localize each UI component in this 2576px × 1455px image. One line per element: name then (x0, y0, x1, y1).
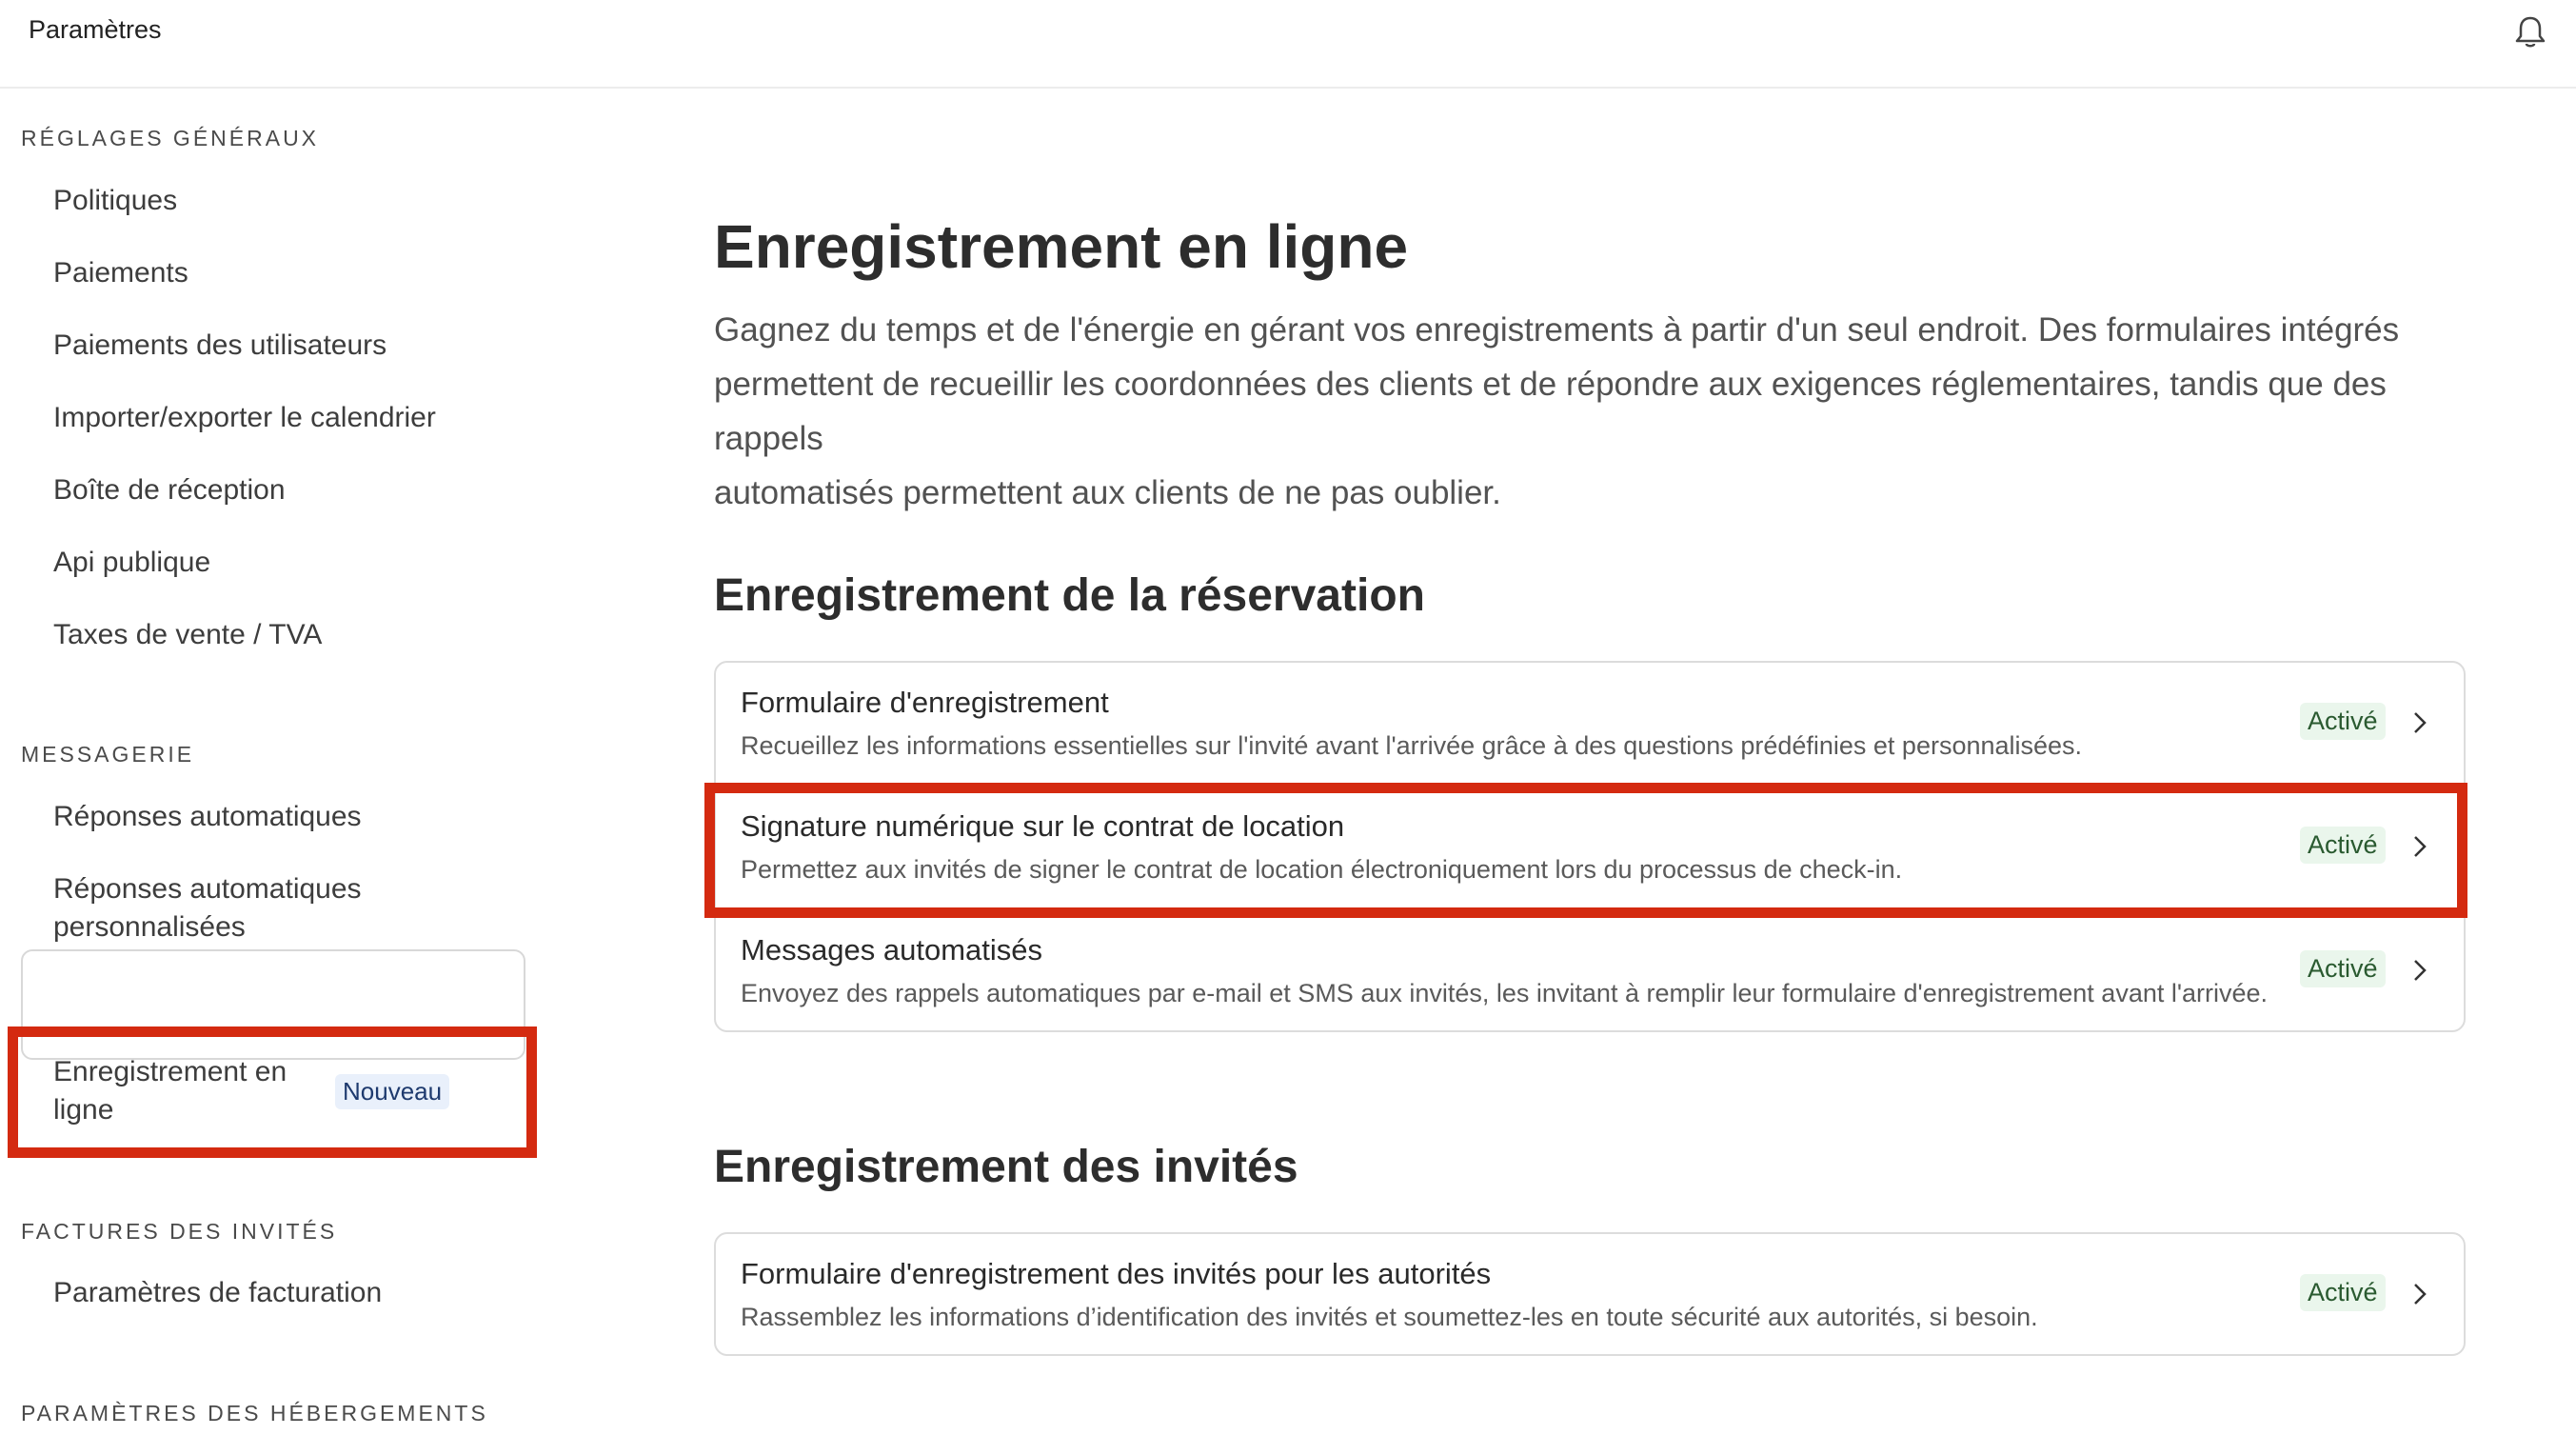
sidebar-item-label-line1: Réponses automatiques (53, 873, 362, 905)
section-heading-reservation: Enregistrement de la réservation (714, 570, 1425, 621)
bell-icon[interactable] (2513, 13, 2547, 50)
setting-title: Messages automatisés (741, 933, 1043, 967)
description-line: permettent de recueillir les coordonnées des clients et de répondre aux exigences réglementaires, tandis que des rappels (714, 366, 2387, 457)
status-badge: Activé (2300, 950, 2386, 987)
sidebar-item-label-line2: ligne (53, 1094, 114, 1126)
sidebar-item-paiements-utilisateurs[interactable]: Paiements des utilisateurs (53, 329, 387, 361)
description-line: Gagnez du temps et de l'énergie en gérant vos enregistrements à partir d'un seul endroit. Des formulaires intégrés (714, 311, 2400, 349)
setting-row-messages[interactable] (716, 910, 2464, 1034)
new-badge: Nouveau (335, 1074, 449, 1109)
status-badge: Activé (2300, 703, 2386, 740)
setting-description: Envoyez des rappels automatiques par e-mail et SMS aux invités, les invitant à remplir leur formulaire d'enregistrement avant l'arrivée. (741, 979, 2269, 1007)
page-header-title: Paramètres (29, 15, 162, 44)
sidebar-section-general: RÉGLAGES GÉNÉRAUX (21, 126, 320, 150)
sidebar-item-reponses-auto[interactable]: Réponses automatiques (53, 801, 362, 832)
guest-settings-card (714, 1232, 2466, 1356)
sidebar-item-reponses-auto-perso[interactable] (53, 870, 362, 947)
chevron-right-icon[interactable] (2410, 1280, 2429, 1308)
status-badge: Activé (2300, 827, 2386, 864)
setting-description: Recueillez les informations essentielles sur l'invité avant l'arrivée grâce à des questions prédéfinies et personnalisées. (741, 731, 2083, 760)
sidebar-item-politiques[interactable]: Politiques (53, 185, 178, 216)
sidebar-item-taxes[interactable]: Taxes de vente / TVA (53, 619, 323, 650)
sidebar-item-label-line2: personnalisées (53, 911, 246, 943)
setting-description: Rassemblez les informations d’identification des invités et soumettez-les en toute sécurité aux autorités, si besoin. (741, 1303, 2038, 1331)
top-bar (0, 0, 2576, 89)
page-description (714, 303, 2466, 520)
sidebar-item-api-publique[interactable]: Api publique (53, 547, 211, 578)
sidebar-section-factures: FACTURES DES INVITÉS (21, 1219, 338, 1244)
page-title: Enregistrement en ligne (714, 212, 1409, 281)
sidebar-item-facturation[interactable]: Paramètres de facturation (53, 1277, 383, 1308)
sidebar-item-boite-reception[interactable]: Boîte de réception (53, 474, 286, 506)
section-heading-invites: Enregistrement des invités (714, 1142, 1298, 1192)
sidebar-item-paiements[interactable]: Paiements (53, 257, 188, 289)
chevron-right-icon[interactable] (2410, 956, 2429, 985)
sidebar-item-calendrier[interactable]: Importer/exporter le calendrier (53, 402, 436, 433)
description-line: automatisés permettent aux clients de ne pas oublier. (714, 474, 1501, 511)
sidebar-item-label-line1: Enregistrement en (53, 1056, 287, 1087)
setting-title: Formulaire d'enregistrement (741, 686, 1109, 719)
status-badge: Activé (2300, 1274, 2386, 1311)
setting-title: Signature numérique sur le contrat de location (741, 809, 1345, 843)
highlight-box-signature (704, 783, 2467, 918)
sidebar-section-hebergements: PARAMÈTRES DES HÉBERGEMENTS (21, 1401, 488, 1425)
highlight-box-sidebar (8, 1026, 537, 1158)
setting-row-autorites[interactable] (716, 1234, 2464, 1358)
setting-title: Formulaire d'enregistrement des invités pour les autorités (741, 1257, 1492, 1290)
setting-description: Permettez aux invités de signer le contrat de location électroniquement lors du processus de check-in. (741, 855, 1903, 884)
sidebar-section-messagerie: MESSAGERIE (21, 742, 195, 767)
chevron-right-icon[interactable] (2410, 708, 2429, 737)
setting-row-formulaire[interactable] (716, 663, 2464, 787)
